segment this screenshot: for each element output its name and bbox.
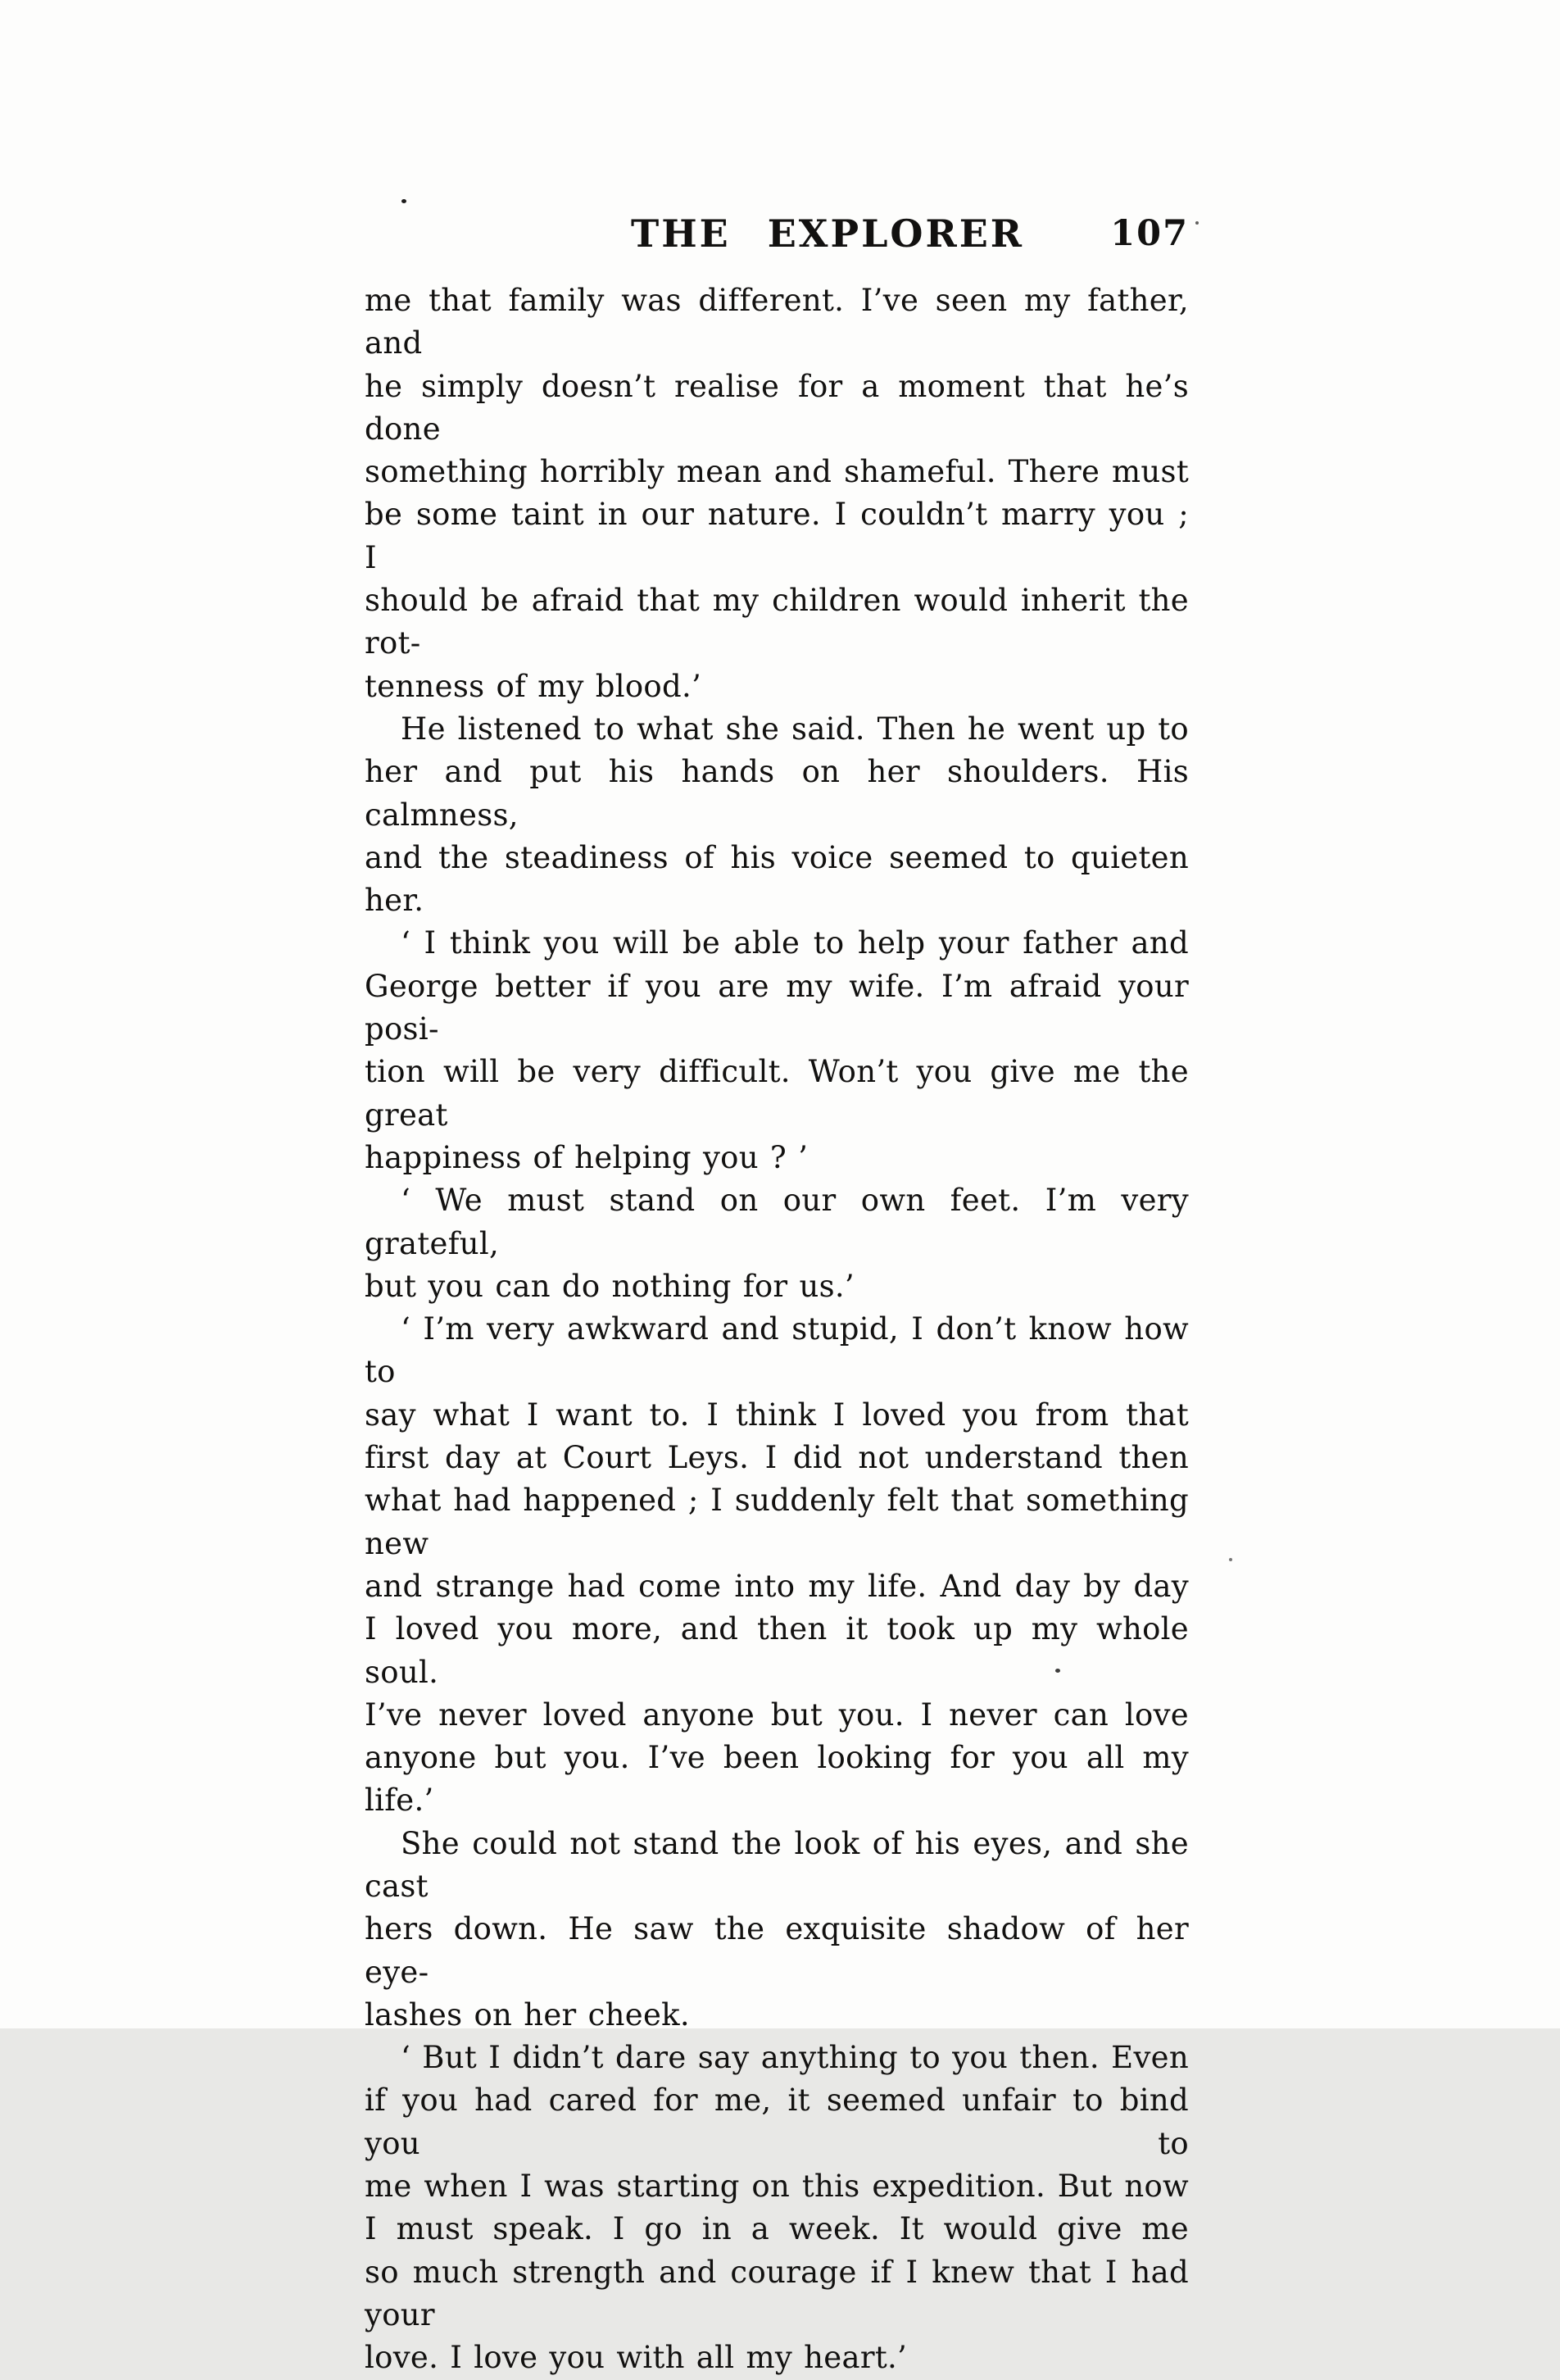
text-line: if you had cared for me, it seemed unfair to bind you to <box>365 2082 1189 2161</box>
text-line: hers down. He saw the exquisite shadow of her eye- <box>365 1911 1189 1990</box>
text-line: so much strength and courage if I knew that I had your <box>365 2254 1189 2332</box>
text-line: She could not stand the look of his eyes, and she cast <box>365 1825 1189 1904</box>
text-line: I must speak. I go in a week. It would give me <box>365 2211 1189 2247</box>
text-line: ‘ But I didn’t dare say anything to you then. Even <box>401 2040 1189 2076</box>
text-line: tion will be very difficult. Won’t you give me the great <box>365 1054 1189 1133</box>
text-line: and strange had come into my life. And day by day <box>365 1568 1189 1604</box>
text-line: anyone but you. I’ve been looking for you all my <box>365 1740 1189 1776</box>
text-line: lashes on her cheek. <box>365 1996 690 2033</box>
text-line: he simply doesn’t realise for a moment that he’s done <box>365 368 1189 447</box>
text-line: life.’ <box>365 1783 434 1819</box>
scan-speck <box>401 199 406 203</box>
text-line: her and put his hands on her shoulders. His calmness, <box>365 754 1189 833</box>
text-line: what had happened ; I suddenly felt that something new <box>365 1483 1189 1561</box>
text-line: ‘ I think you will be able to help your father and <box>401 925 1189 961</box>
text-line: happiness of helping you ? ’ <box>365 1139 809 1175</box>
page-body <box>365 279 1189 2380</box>
text-line: love. I love you with all my heart.’ <box>365 2340 908 2376</box>
text-line: George better if you are my wife. I’m afraid your posi- <box>365 968 1189 1047</box>
text-line: I loved you more, and then it took up my whole soul. <box>365 1611 1189 1690</box>
text-line: me that family was different. I’ve seen my father, and <box>365 283 1189 361</box>
text-line: ‘ We must stand on our own feet. I’m very grateful, <box>365 1183 1189 1261</box>
text-line: tenness of my blood.’ <box>365 668 702 704</box>
text-line: me when I was starting on this expedition. But now <box>365 2169 1189 2205</box>
text-line: something horribly mean and shameful. There must <box>365 454 1189 490</box>
text-line: ‘ I’m very awkward and stupid, I don’t know how to <box>365 1311 1189 1390</box>
page-title: THE EXPLORER <box>630 211 1025 256</box>
text-line: He listened to what she said. Then he went up to <box>401 711 1189 747</box>
text-line: should be afraid that my children would inherit the rot- <box>365 583 1189 661</box>
text-line: I’ve never loved anyone but you. I never can love <box>365 1696 1189 1733</box>
text-line: be some taint in our nature. I couldn’t marry you ; I <box>365 497 1189 575</box>
page-header <box>365 211 1189 261</box>
text-line: but you can do nothing for us.’ <box>365 1268 855 1304</box>
scan-speck <box>1229 1558 1232 1561</box>
text-line: say what I want to. I think I loved you from that <box>365 1397 1189 1433</box>
text-line: first day at Court Leys. I did not understand then <box>365 1440 1189 1476</box>
page-number: 107 <box>1110 213 1189 254</box>
scan-speck <box>1055 1669 1060 1673</box>
text-line: and the steadiness of his voice seemed to quieten her. <box>365 839 1189 919</box>
scan-speck <box>1195 221 1199 225</box>
